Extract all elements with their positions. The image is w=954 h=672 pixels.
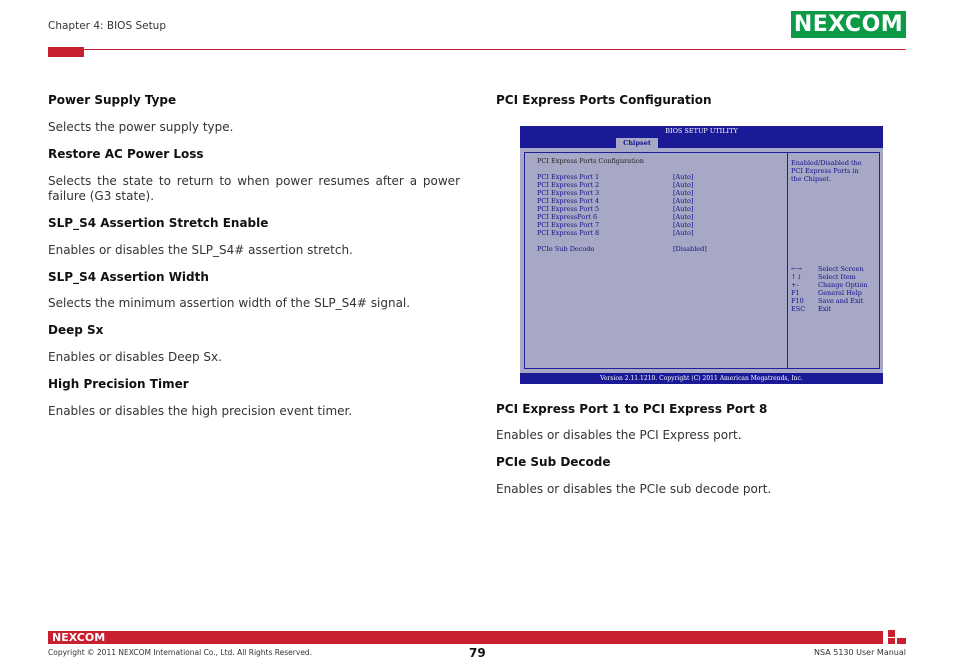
- footer-bar: [48, 631, 883, 644]
- copyright-text: Copyright © 2011 NEXCOM International Co., Ltd. All Rights Reserved.: [48, 648, 313, 657]
- section-desc: Selects the power supply type.: [48, 120, 234, 134]
- bios-tab-chipset[interactable]: Chipset: [616, 138, 658, 149]
- bios-key: ←→: [791, 265, 802, 273]
- bios-item-label[interactable]: PCI Express Port 4: [537, 197, 600, 205]
- bios-key: +-: [791, 281, 799, 289]
- bios-item-value[interactable]: [Auto]: [673, 205, 694, 213]
- chapter-title: Chapter 4: BIOS Setup: [48, 20, 167, 32]
- bios-help-line: the Chipset.: [791, 175, 831, 183]
- bios-item-label[interactable]: PCI Express Port 8: [537, 229, 600, 237]
- section-title: Deep Sx: [48, 323, 104, 337]
- bios-key: ↑↓: [791, 273, 802, 281]
- bios-key-action: Select Screen: [818, 265, 864, 273]
- bios-tab-bar: [520, 137, 883, 148]
- section-title: High Precision Timer: [48, 377, 189, 391]
- bios-key-action: Change Option: [818, 281, 868, 289]
- footer-square-icon: [888, 638, 895, 644]
- bios-key-action: Save and Exit: [818, 297, 864, 305]
- footer-square-icon: [897, 638, 906, 644]
- bios-item-value[interactable]: [Auto]: [673, 173, 694, 181]
- bios-item-label[interactable]: PCI Express Port 3: [537, 189, 600, 197]
- bios-item-label[interactable]: PCI ExpressPort 6: [537, 213, 598, 221]
- nexcom-logo: NEXCOM: [791, 11, 906, 38]
- section-title: PCI Express Port 1 to PCI Express Port 8: [496, 402, 768, 416]
- bios-item-value[interactable]: [Auto]: [673, 189, 694, 197]
- section-title: SLP_S4 Assertion Width: [48, 270, 209, 284]
- section-desc: Enables or disables the SLP_S4# assertion stretch.: [48, 243, 353, 257]
- bios-key: ESC: [791, 305, 806, 313]
- footer-square-icon: [888, 630, 895, 637]
- bios-item-value[interactable]: [Auto]: [673, 213, 694, 221]
- bios-item-value[interactable]: [Auto]: [673, 221, 694, 229]
- section-desc: Enables or disables Deep Sx.: [48, 350, 222, 364]
- bios-item-value[interactable]: [Auto]: [673, 181, 694, 189]
- bios-item-label[interactable]: PCI Express Port 7: [537, 221, 600, 229]
- section-desc: Selects the state to return to when power resumes after a power failure (G3 state).: [48, 174, 460, 203]
- section-desc: Selects the minimum assertion width of the SLP_S4# signal.: [48, 296, 411, 310]
- section-title: Power Supply Type: [48, 93, 177, 107]
- header-divider: [48, 49, 906, 50]
- bios-screenshot: [520, 126, 883, 384]
- bios-item-value[interactable]: [Auto]: [673, 197, 694, 205]
- bios-help-line: Enabled/Disabled the: [791, 159, 862, 167]
- bios-item-label[interactable]: PCI Express Port 2: [537, 181, 600, 189]
- bios-footer: Version 2.11.1210. Copyright (C) 2011 American Megatrends, Inc.: [520, 373, 883, 384]
- bios-sub-decode-value[interactable]: [Disabled]: [673, 245, 707, 253]
- right-heading: PCI Express Ports Configuration: [496, 93, 712, 107]
- header-accent-bar: [48, 47, 84, 57]
- bios-key-action: Exit: [818, 305, 832, 313]
- bios-key-action: General Help: [818, 289, 862, 297]
- section-desc: Enables or disables the PCIe sub decode port.: [496, 482, 772, 496]
- section-title: Restore AC Power Loss: [48, 147, 204, 161]
- section-title: PCIe Sub Decode: [496, 455, 611, 469]
- bios-help-panel: [787, 152, 880, 369]
- bios-help-line: PCI Express Ports in: [791, 167, 859, 175]
- bios-item-label[interactable]: PCI Express Port 1: [537, 173, 600, 181]
- bios-panel-title: PCI Express Ports Configuration: [537, 157, 644, 165]
- footer-logo: NEXCOM: [52, 631, 106, 644]
- bios-item-value[interactable]: [Auto]: [673, 229, 694, 237]
- bios-key: F10: [791, 297, 804, 305]
- bios-main-panel: [524, 152, 788, 369]
- bios-item-label[interactable]: PCI Express Port 5: [537, 205, 600, 213]
- bios-key-action: Select Item: [818, 273, 856, 281]
- section-desc: Enables or disables the PCI Express port.: [496, 428, 742, 442]
- bios-sub-decode-label[interactable]: PCIe Sub Decode: [537, 245, 595, 253]
- page-number: 79: [469, 646, 486, 660]
- section-title: SLP_S4 Assertion Stretch Enable: [48, 216, 269, 230]
- bios-key: F1: [791, 289, 800, 297]
- manual-name: NSA 5130 User Manual: [814, 648, 906, 657]
- bios-title: BIOS SETUP UTILITY: [520, 126, 883, 137]
- section-desc: Enables or disables the high precision event timer.: [48, 404, 353, 418]
